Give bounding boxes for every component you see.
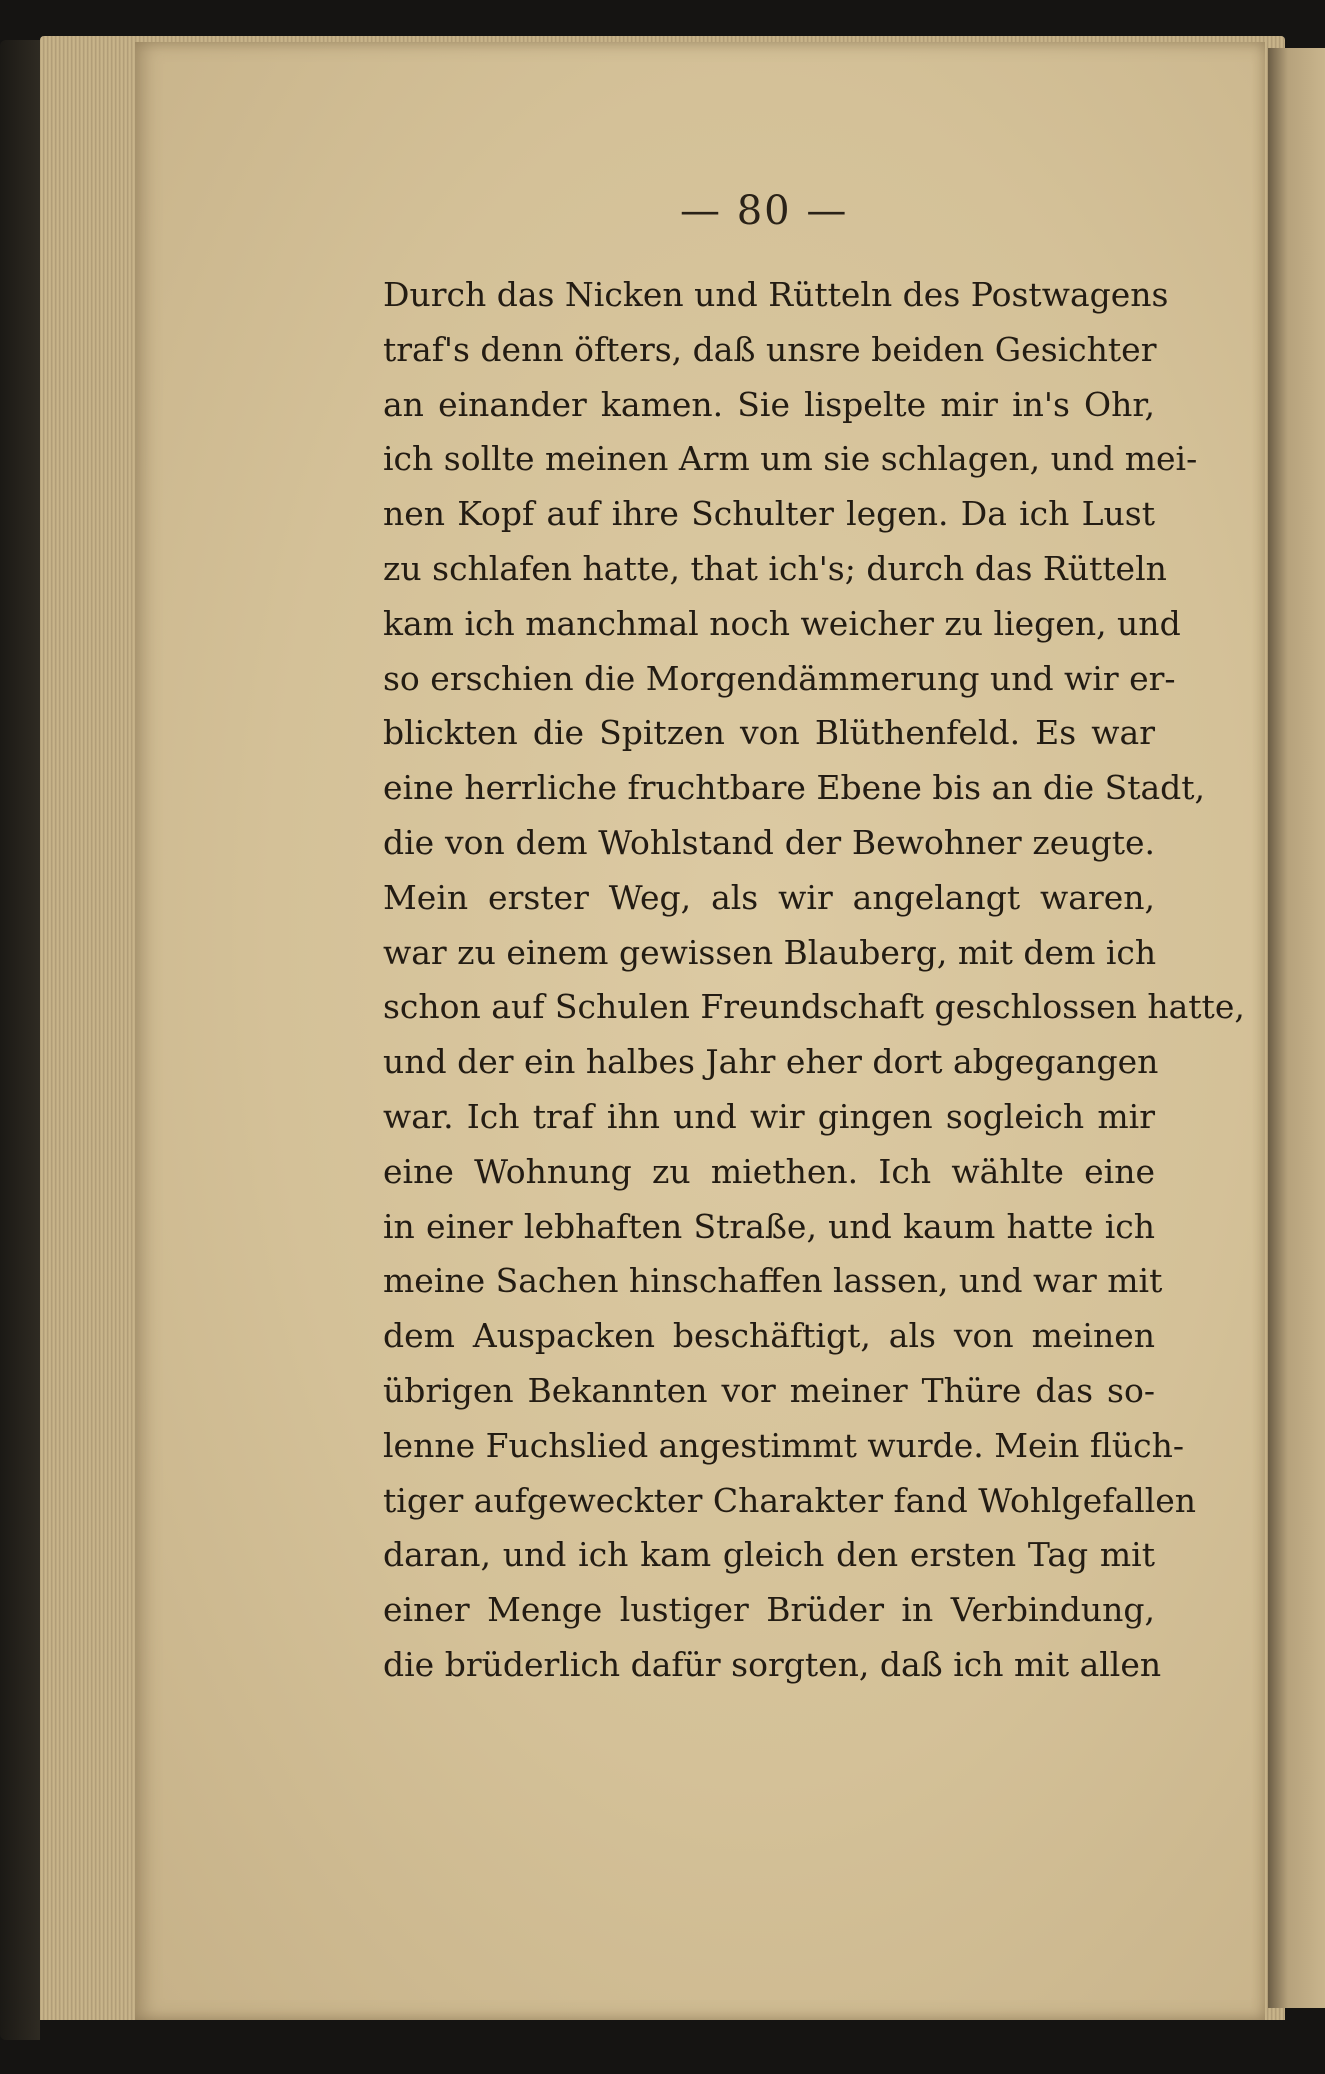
text-line: eine herrliche fruchtbare Ebene bis an die Stadt, [383, 768, 1206, 808]
text-line: Mein erster Weg, als wir angelangt waren, [383, 877, 1155, 917]
text-line: blickten die Spitzen von Blüthenfeld. Es war [383, 713, 1155, 753]
text-line: lenne Fuchslied angestimmt wurde. Mein flüch- [383, 1425, 1185, 1465]
text-line: meine Sachen hinschaffen lassen, und war mit [383, 1261, 1163, 1301]
text-line: die von dem Wohlstand der Bewohner zeugte. [383, 822, 1155, 862]
text-line: war zu einem gewissen Blauberg, mit dem ich [383, 932, 1157, 972]
text-line: einer Menge lustiger Brüder in Verbindung, [383, 1590, 1155, 1630]
text-line: dem Auspacken beschäftigt, als von meinen [383, 1316, 1155, 1356]
text-line: übrigen Bekannten vor meiner Thüre das so- [383, 1370, 1155, 1410]
page-number: — 80 — [680, 188, 849, 234]
text-line: so erschien die Morgendämmerung und wir er- [383, 658, 1176, 698]
text-line: ich sollte meinen Arm um sie schlagen, und mei- [383, 439, 1198, 479]
text-line: daran, und ich kam gleich den ersten Tag mit [383, 1535, 1155, 1575]
text-line: und der ein halbes Jahr eher dort abgegangen [383, 1042, 1159, 1082]
text-line: war. Ich traf ihn und wir gingen sogleich mir [383, 1096, 1155, 1136]
text-line: nen Kopf auf ihre Schulter legen. Da ich Lust [383, 494, 1155, 534]
text-line: die brüderlich dafür sorgten, daß ich mit allen [383, 1644, 1162, 1684]
text-line: tiger aufgeweckter Charakter fand Wohlgefallen [383, 1480, 1197, 1520]
text-line: traf's denn öfters, daß unsre beiden Gesichter [383, 329, 1157, 369]
text-line: Durch das Nicken und Rütteln des Postwagens [383, 275, 1169, 314]
text-line: kam ich manchmal noch weicher zu liegen, und [383, 603, 1181, 643]
text-line: eine Wohnung zu miethen. Ich wählte eine [383, 1151, 1155, 1191]
text-line: zu schlafen hatte, that ich's; durch das Rütteln [383, 548, 1167, 588]
text-line: schon auf Schulen Freundschaft geschlossen hatte, [383, 987, 1245, 1027]
facing-page-edge [1268, 48, 1325, 2008]
text-line: an einander kamen. Sie lispelte mir in's Ohr, [383, 384, 1155, 424]
bottom-shadow [40, 2020, 1325, 2074]
text-line: in einer lebhaften Straße, und kaum hatte ich [383, 1206, 1155, 1246]
body-text [383, 268, 1245, 1693]
